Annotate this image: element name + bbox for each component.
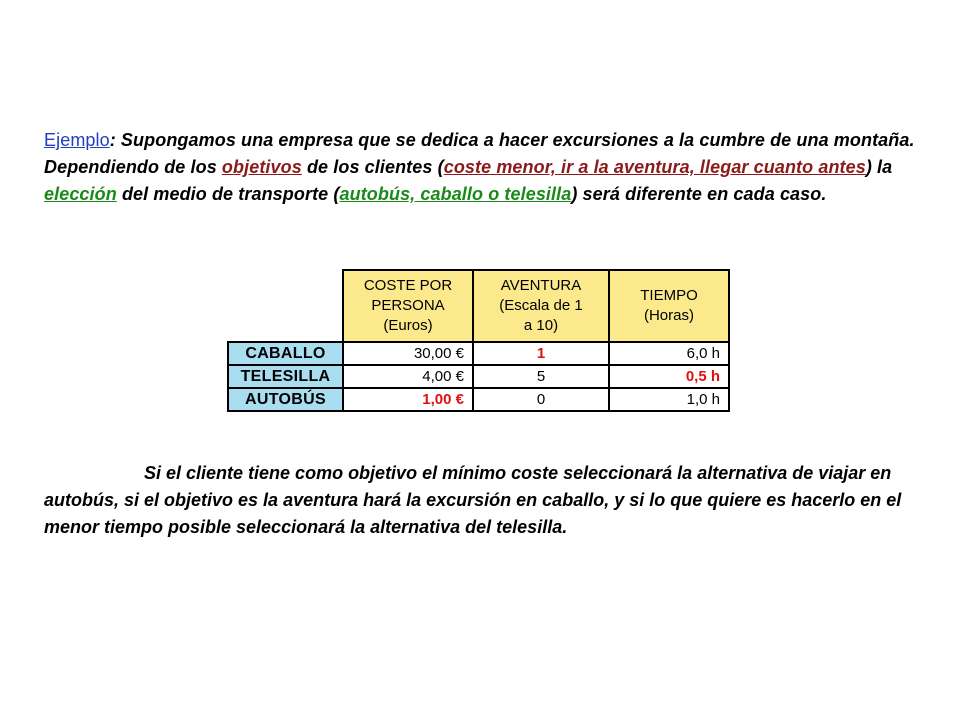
header-aventura bbox=[473, 270, 609, 342]
header-aventura-line: (Escala de 1 bbox=[499, 297, 583, 314]
eleccion-link[interactable]: elección bbox=[44, 184, 117, 204]
conclusion-paragraph: Si el cliente tiene como objetivo el mínimo coste seleccionará la alternativa de viajar en autobús, si el objetivo es la aventura hará la excursión en caballo, y si lo que quiere es hacerlo en el menor tiempo posible seleccionará la alternativa del telesilla. bbox=[44, 463, 902, 537]
table-corner bbox=[228, 270, 343, 342]
row-label: TELESILLA bbox=[228, 365, 343, 388]
intro-text-1: : Supongamos una empresa que se dedica a hacer excursiones a la cumbre de una montaña. Dependiendo de los bbox=[44, 130, 915, 177]
intro-text-3: ) la bbox=[865, 157, 893, 177]
intro-text-2: de los clientes ( bbox=[301, 157, 444, 177]
cell-aventura: 5 bbox=[473, 365, 609, 388]
header-aventura-line: a 10) bbox=[523, 317, 559, 334]
header-coste-line: (Euros) bbox=[383, 317, 433, 334]
header-tiempo-line: (Horas) bbox=[643, 307, 694, 324]
cell-tiempo: 6,0 h bbox=[609, 342, 729, 365]
row-label: CABALLO bbox=[228, 342, 343, 365]
cell-coste: 4,00 € bbox=[343, 365, 473, 388]
criteria-link[interactable]: coste menor, ir a la aventura, llegar cuanto antes bbox=[443, 157, 866, 177]
header-coste-line: COSTE POR bbox=[363, 277, 453, 294]
comparison-table-wrapper bbox=[227, 269, 730, 412]
cell-tiempo: 0,5 h bbox=[609, 365, 729, 388]
header-coste bbox=[343, 270, 473, 342]
header-tiempo bbox=[609, 270, 729, 342]
intro-text-5: ) será diferente en cada caso. bbox=[571, 184, 827, 204]
header-tiempo-line: TIEMPO bbox=[640, 287, 698, 304]
table-row bbox=[228, 342, 729, 365]
cell-aventura: 0 bbox=[473, 388, 609, 411]
options-link[interactable]: autobús, caballo o telesilla bbox=[339, 184, 572, 204]
objetivos-link[interactable]: objetivos bbox=[221, 157, 302, 177]
intro-paragraph bbox=[44, 127, 924, 208]
table-row bbox=[228, 388, 729, 411]
header-coste-line: PERSONA bbox=[371, 297, 445, 314]
header-aventura-line: AVENTURA bbox=[500, 277, 582, 294]
cell-aventura: 1 bbox=[473, 342, 609, 365]
table-row bbox=[228, 365, 729, 388]
cell-coste: 1,00 € bbox=[343, 388, 473, 411]
intro-text-4: del medio de transporte ( bbox=[116, 184, 340, 204]
comparison-table bbox=[227, 269, 730, 412]
cell-tiempo: 1,0 h bbox=[609, 388, 729, 411]
cell-coste: 30,00 € bbox=[343, 342, 473, 365]
example-link[interactable]: Ejemplo bbox=[44, 130, 110, 150]
row-label: AUTOBÚS bbox=[228, 388, 343, 411]
